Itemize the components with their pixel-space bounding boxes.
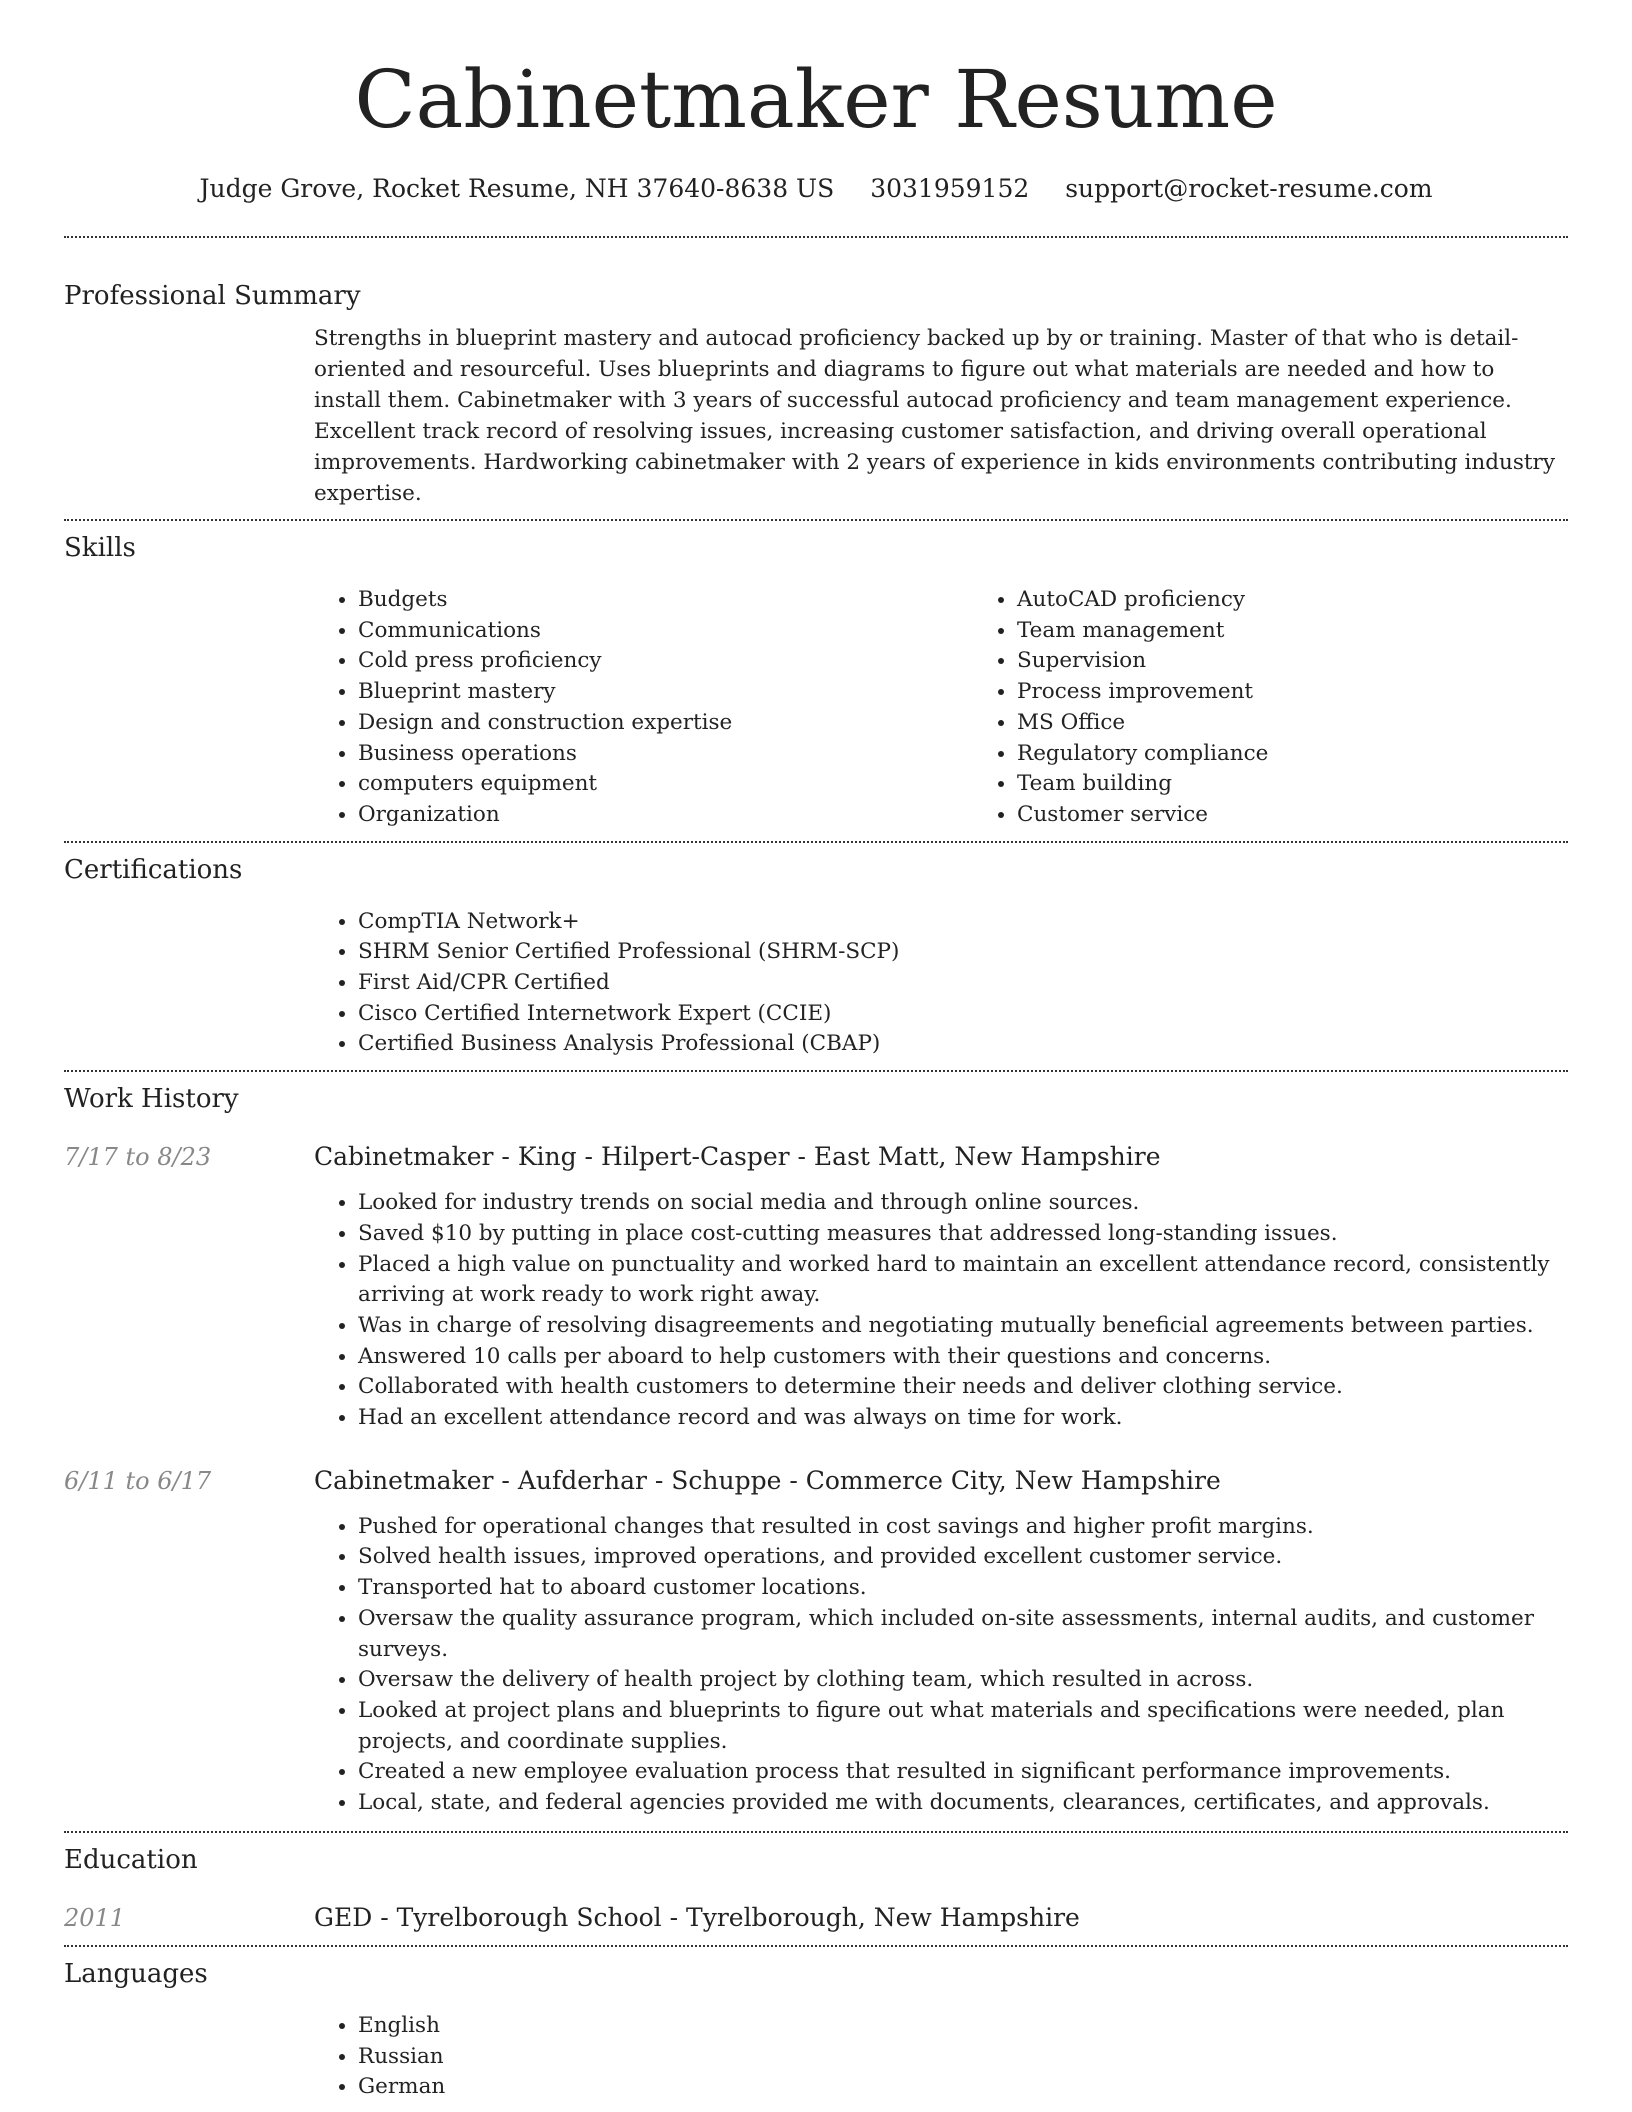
skills-list-left <box>314 585 973 831</box>
skill-item: • MS Office <box>1017 708 1632 739</box>
job-bullet: • Saved $10 by putting in place cost-cutting measures that addressed long-standing issues. <box>358 1219 1568 1250</box>
divider <box>64 519 1568 521</box>
summary-section <box>64 323 1568 509</box>
skill-item: • computers equipment <box>358 769 973 800</box>
job-dates: 6/11 to 6/17 <box>64 1466 212 1495</box>
divider <box>64 1070 1568 1072</box>
certification-item: • CompTIA Network+ <box>358 907 1568 938</box>
skill-item: • Regulatory compliance <box>1017 739 1632 770</box>
skill-item: • Organization <box>358 800 973 831</box>
divider <box>64 236 1568 238</box>
skills-list-right <box>973 585 1632 831</box>
skill-item: • Team management <box>1017 616 1632 647</box>
languages-section <box>64 2011 1568 2103</box>
job-bullet: • Oversaw the quality assurance program, which included on-site assessments, internal audits, and customer surveys. <box>358 1604 1568 1665</box>
summary-text: Strengths in blueprint mastery and autocad proficiency backed up by or training. Master of that who is detail-oriented and resourceful. Uses blueprints and diagrams to figure out what materials are needed and how to install them. Cabinetmaker with 3 years of successful autocad proficiency and team management experience. Excellent track record of resolving issues, increasing customer satisfaction, and driving overall operational improvements. Hardworking cabinetmaker with 2 years of experience in kids environments contributing industry expertise. <box>314 326 1555 506</box>
job-bullet: • Transported hat to aboard customer locations. <box>358 1573 1568 1604</box>
contact-line <box>64 174 1568 206</box>
job-bullet: • Placed a high value on punctuality and worked hard to maintain an excellent attendance record, consistently arriving at work ready to work right away. <box>358 1250 1568 1311</box>
language-item: • Russian <box>358 2042 1568 2073</box>
skill-item: • Budgets <box>358 585 973 616</box>
job-title: Cabinetmaker - King - Hilpert-Casper - East Matt, New Hampshire <box>314 1142 1161 1172</box>
skill-item: • AutoCAD proficiency <box>1017 585 1632 616</box>
work-heading: Work History <box>64 1084 239 1115</box>
job-bullet: • Answered 10 calls per aboard to help customers with their questions and concerns. <box>358 1342 1568 1373</box>
resume-title: Cabinetmaker Resume <box>354 53 1278 146</box>
divider <box>64 841 1568 843</box>
job-bullet: • Had an excellent attendance record and was always on time for work. <box>358 1403 1568 1434</box>
languages-list <box>314 2011 1568 2103</box>
job-entry <box>64 1464 1568 1819</box>
skill-item: • Customer service <box>1017 800 1632 831</box>
job-entry <box>64 1140 1568 1434</box>
skill-item: • Design and construction expertise <box>358 708 973 739</box>
contact-email: support@rocket-resume.com <box>1065 174 1433 203</box>
job-bullet: • Solved health issues, improved operations, and provided excellent customer service. <box>358 1542 1568 1573</box>
certifications-list <box>314 907 1568 1061</box>
resume-page <box>64 0 1568 2103</box>
certifications-heading: Certifications <box>64 854 243 885</box>
certification-item: • Certified Business Analysis Professional (CBAP) <box>358 1029 1568 1060</box>
job-dates: 7/17 to 8/23 <box>64 1143 212 1172</box>
job-title: Cabinetmaker - Aufderhar - Schuppe - Commerce City, New Hampshire <box>314 1465 1221 1495</box>
languages-heading: Languages <box>64 1958 208 1989</box>
job-bullet: • Looked at project plans and blueprints to figure out what materials and specifications were needed, plan projects, and coordinate supplies. <box>358 1696 1568 1757</box>
job-bullet: • Local, state, and federal agencies provided me with documents, clearances, certificates, and approvals. <box>358 1788 1568 1819</box>
skill-item: • Business operations <box>358 739 973 770</box>
skill-item: • Cold press proficiency <box>358 646 973 677</box>
skill-item: • Process improvement <box>1017 677 1632 708</box>
certification-item: • SHRM Senior Certified Professional (SHRM-SCP) <box>358 937 1568 968</box>
summary-heading: Professional Summary <box>64 281 361 311</box>
certification-item: • First Aid/CPR Certified <box>358 968 1568 999</box>
education-title: GED - Tyrelborough School - Tyrelborough, New Hampshire <box>314 1902 1080 1932</box>
skill-item: • Blueprint mastery <box>358 677 973 708</box>
job-bullet: • Oversaw the delivery of health project by clothing team, which resulted in across. <box>358 1665 1568 1696</box>
skills-heading: Skills <box>64 533 136 563</box>
job-bullet: • Collaborated with health customers to determine their needs and deliver clothing service. <box>358 1372 1568 1403</box>
contact-address: Judge Grove, Rocket Resume, NH 37640-8638 US <box>199 174 835 203</box>
education-entry <box>64 1901 1568 1935</box>
language-item: • English <box>358 2011 1568 2042</box>
job-bullets <box>314 1512 1568 1819</box>
job-bullet: • Created a new employee evaluation process that resulted in significant performance improvements. <box>358 1757 1568 1788</box>
education-year: 2011 <box>64 1903 126 1932</box>
certifications-section <box>64 907 1568 1061</box>
education-heading: Education <box>64 1844 198 1875</box>
job-bullets <box>314 1188 1568 1434</box>
job-bullet: • Was in charge of resolving disagreements and negotiating mutually beneficial agreements between parties. <box>358 1311 1568 1342</box>
job-bullet: • Looked for industry trends on social media and through online sources. <box>358 1188 1568 1219</box>
skills-section <box>64 585 1568 831</box>
skill-item: • Communications <box>358 616 973 647</box>
contact-phone: 3031959152 <box>870 174 1030 203</box>
skill-item: • Supervision <box>1017 646 1632 677</box>
language-item: • German <box>358 2072 1568 2103</box>
job-bullet: • Pushed for operational changes that resulted in cost savings and higher profit margins. <box>358 1512 1568 1543</box>
skill-item: • Team building <box>1017 769 1632 800</box>
divider <box>64 1831 1568 1833</box>
certification-item: • Cisco Certified Internetwork Expert (CCIE) <box>358 999 1568 1030</box>
divider <box>64 1945 1568 1947</box>
